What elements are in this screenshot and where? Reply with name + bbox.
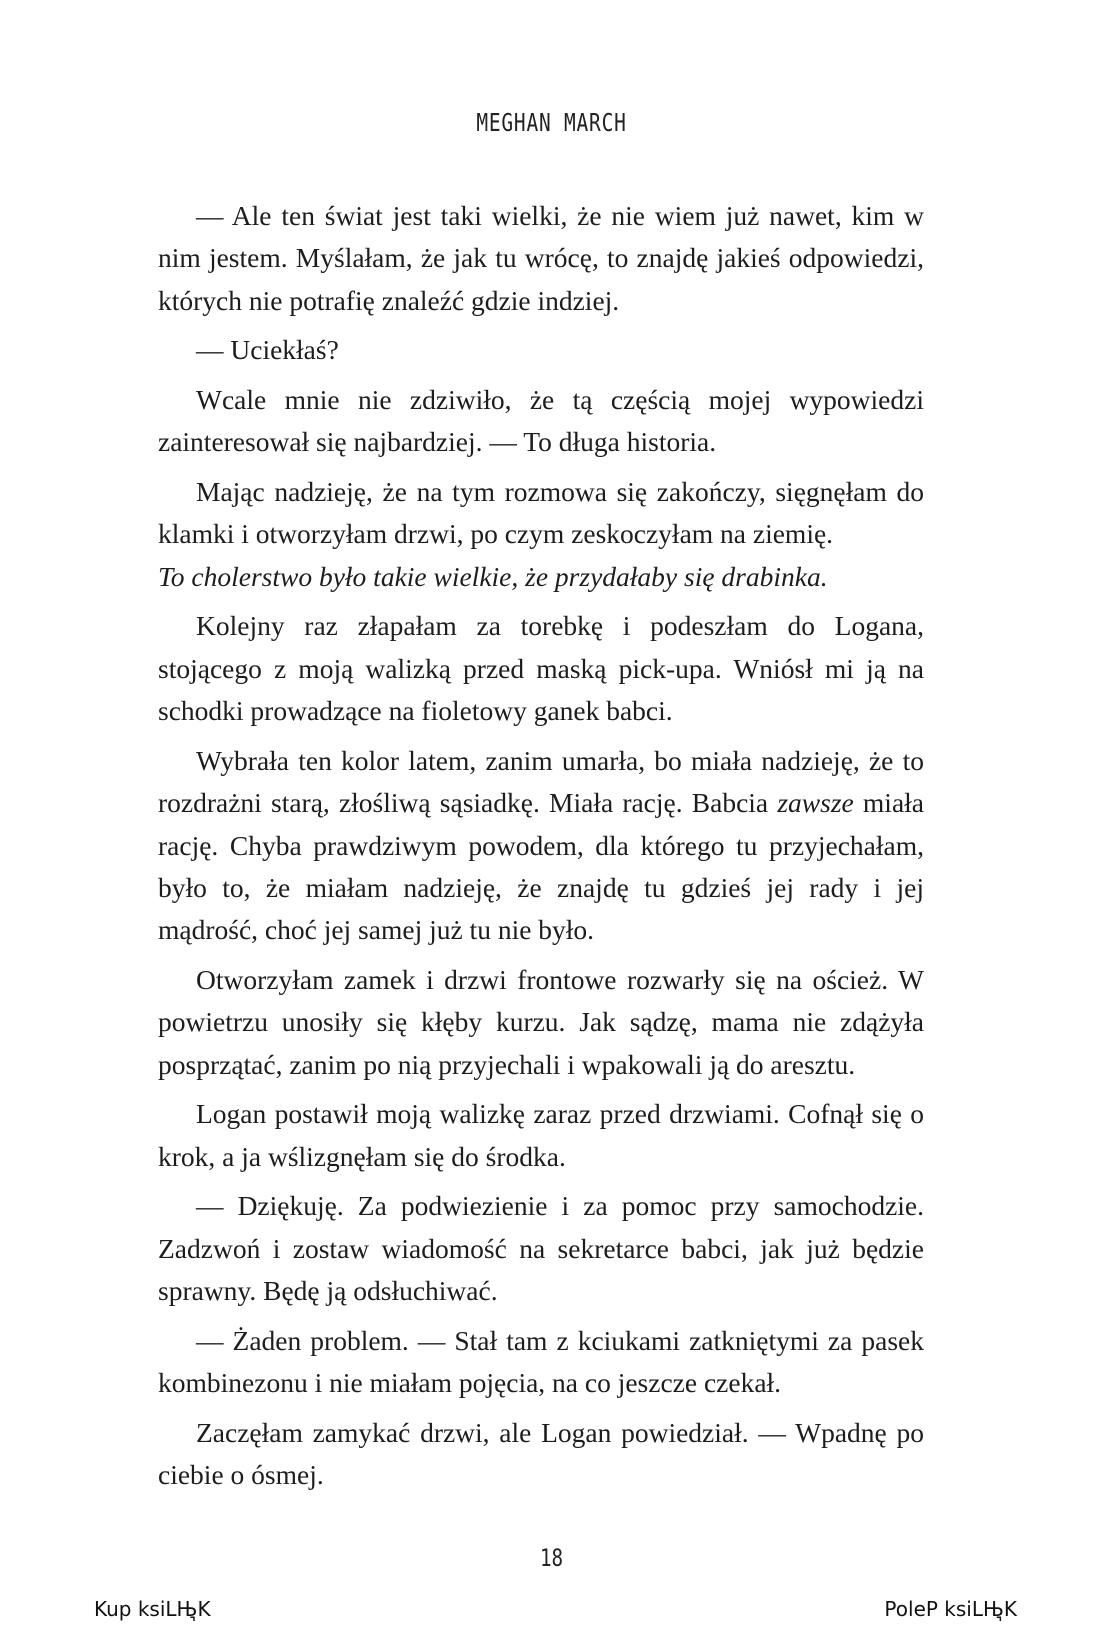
paragraph-grandma	[158, 740, 924, 952]
paragraph: Logan postawił moją walizkę zaraz przed drzwiami. Cofnął się o krok, a ja wślizgnęłam się do środka.	[158, 1098, 924, 1172]
paragraph: Zaczęłam zamykać drzwi, ale Logan powiedział. — Wpadnę po ciebie o ósmej.	[158, 1416, 924, 1491]
paragraph: — Ale ten świat jest taki wielki, że nie wiem już nawet, kim w nim jestem. Myślałam, że jak tu wrócę, to znajdę jakieś odpowiedzi, których nie potrafię znaleźć gdzie indziej.	[158, 200, 924, 316]
italic-word: zawsze	[777, 787, 854, 819]
running-head-author: MEGHAN MARCH	[476, 108, 627, 137]
italic-thought-text: To cholerstwo było takie wielkie, że przydałaby się drabinka.	[158, 560, 828, 592]
text-run: miała rację. Chyba prawdziwym powodem, dla którego tu przyjechałam, było to, że miałam nadzieję, że znajdę tu gdzieś jej rady i jej mądrość, choć jej samej już tu nie było.	[158, 787, 924, 946]
paragraph: Mając nadzieję, że na tym rozmowa się zakończy, sięgnęłam do klamki i otworzyłam drzwi, po czym zeskoczyłam na ziemię.	[158, 476, 924, 550]
paragraph: Kolejny raz złapałam za torebkę i podeszłam do Logana, stojącego z moją walizką przed maską pick-upa. Wniósł mi ją na schodki prowadzące na fioletowy ganek babci.	[158, 610, 924, 727]
paragraph: — Uciekłaś?	[196, 334, 339, 366]
paragraph: — Dziękuję. Za podwiezienie i za pomoc przy samochodzie. Zadzwoń i zostaw wiadomość na sekretarce babci, jak już będzie sprawny. Będę ją odsłuchiwać.	[158, 1190, 924, 1307]
paragraph: Wcale mnie nie zdziwiło, że tą częścią mojej wypowiedzi zainteresował się najbardziej. — To długa historia.	[158, 384, 924, 458]
text-run: Wybrała ten kolor latem, zanim umarła, bo miała nadzieję, że to rozdrażni starą, złośliwą sąsiadkę. Miała rację. Babcia	[158, 744, 924, 819]
recommend-book-link[interactable]: PoleP ksiLЊ͉K	[884, 1597, 1017, 1621]
page-number: 18	[539, 1544, 564, 1572]
paragraph: — Żaden problem. — Stał tam z kciukami zatkniętymi za pasek kombinezonu i nie miałam pojęcia, na co jeszcze czekał.	[158, 1324, 924, 1399]
paragraph: Otworzyłam zamek i drzwi frontowe rozwarły się na oścież. W powietrzu unosiły się kłęby kurzu. Jak sądzę, mama nie zdążyła posprzątać, zanim po nią przyjechali i wpakowali ją do aresztu.	[158, 964, 924, 1080]
body-text	[158, 195, 924, 1504]
italic-thought	[158, 556, 924, 598]
buy-book-link[interactable]: Kup ksiLЊ͉K	[94, 1597, 211, 1621]
